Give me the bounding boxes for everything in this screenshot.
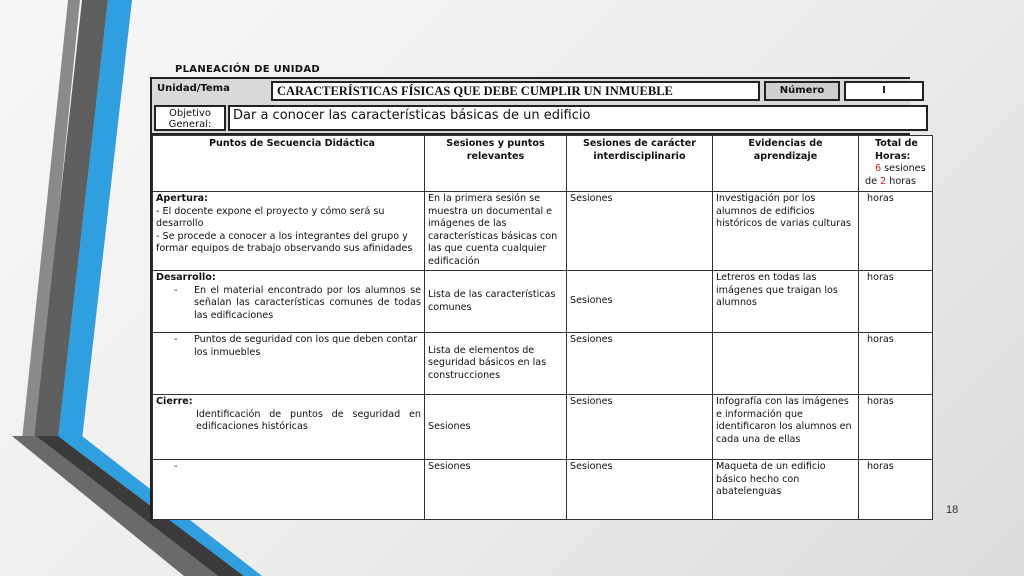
sessions-cell: Lista de elementos de seguridad básicos en las construcciones [425,333,567,395]
total-sessions [875,163,929,176]
bullet-text: Puntos de seguridad con los que deben contar los inmuebles [194,334,418,358]
total-header-line1: Total de [875,138,918,149]
number-label: Número [764,81,840,101]
sessions-cell: En la primera sesión se muestra un documental e imágenes de las características básicas con las que cuenta cualquier edificación [425,192,567,271]
interdisciplinary-cell: Sesiones [567,192,713,271]
table-row [153,192,933,271]
page-number: 18 [946,504,959,516]
bullet-text: En el material encontrado por los alumnos se señalan las características comunes de todas las edificaciones [194,284,421,321]
table-row [153,271,933,333]
total-sessions-count: 6 [875,163,882,174]
didactic-cell [153,192,425,271]
col-header-total-hours [859,136,933,192]
row-heading: Cierre: [156,396,193,407]
total-header-line2: Horas: [875,150,911,162]
table-row [153,460,933,520]
didactic-sequence-table [152,135,933,520]
col-header-evidence: Evidencias de aprendizaje [713,136,859,192]
unit-header-row [152,79,910,105]
dash-marker: - [174,284,178,296]
number-value: I [844,81,924,101]
unit-plan-sheet [150,77,926,520]
bullet-item [156,334,421,359]
bullet-item [156,285,421,323]
unit-title: CARACTERÍSTICAS FÍSICAS QUE DEBE CUMPLIR UN INMUEBLE [271,81,760,101]
col-header-interdisciplinary: Sesiones de carácter interdisciplinario [567,136,713,192]
row-heading: Desarrollo: [156,272,216,283]
total-cell: horas [859,395,933,460]
objective-label-line2: General: [168,119,212,130]
interdisciplinary-cell: Sesiones [567,333,713,395]
bullet-item [156,461,421,474]
total-cell: horas [859,271,933,333]
didactic-cell [153,271,425,333]
total-cell: horas [859,460,933,520]
col-header-sessions: Sesiones y puntos relevantes [425,136,567,192]
objective-text: Dar a conocer las características básicas de un edificio [228,105,928,131]
table-row [153,333,933,395]
sessions-cell: Sesiones [425,395,567,460]
total-cell: horas [859,192,933,271]
total-cell: horas [859,333,933,395]
section-title: PLANEACIÓN DE UNIDAD [175,64,320,75]
total-hours [865,176,929,189]
row-item-text: Identificación de puntos de seguridad en edificaciones históricas [196,408,421,432]
objective-label-line1: Objetivo [169,108,211,119]
objective-row [152,103,910,135]
col-header-didactic-points: Puntos de Secuencia Didáctica [153,136,425,192]
total-sessions-word: sesiones [884,163,926,174]
evidence-cell: Investigación por los alumnos de edificios históricos de varias culturas [713,192,859,271]
interdisciplinary-cell: Sesiones [567,271,713,333]
row-heading: Apertura: [156,193,208,204]
didactic-cell [153,395,425,460]
row-line: - El docente expone el proyecto y cómo será su desarrollo [156,205,385,229]
interdisciplinary-cell: Sesiones [567,395,713,460]
total-hours-count: 2 [880,175,887,187]
dash-marker: - [174,461,178,472]
evidence-cell: Infografía con las imágenes e información que identificaron los alumnos en cada una de ellas [713,395,859,460]
evidence-cell: Letreros en todas las imágenes que traigan los alumnos [713,271,859,333]
sessions-cell: Lista de las características comunes [425,271,567,333]
dash-marker: - [174,334,178,345]
row-line: - Se procede a conocer a los integrantes del grupo y formar equipos de trabajo observando sus afinidades [156,230,413,254]
didactic-cell [153,460,425,520]
sessions-cell: Sesiones [425,460,567,520]
unit-label: Unidad/Tema [157,83,230,94]
interdisciplinary-cell: Sesiones [567,460,713,520]
table-row [153,395,933,460]
didactic-cell [153,333,425,395]
total-hours-word: horas [889,175,917,187]
objective-label [154,105,226,131]
evidence-cell: Maqueta de un edificio básico hecho con abatelenguas [713,460,859,520]
evidence-cell [713,333,859,395]
total-de-word: de [865,175,877,187]
